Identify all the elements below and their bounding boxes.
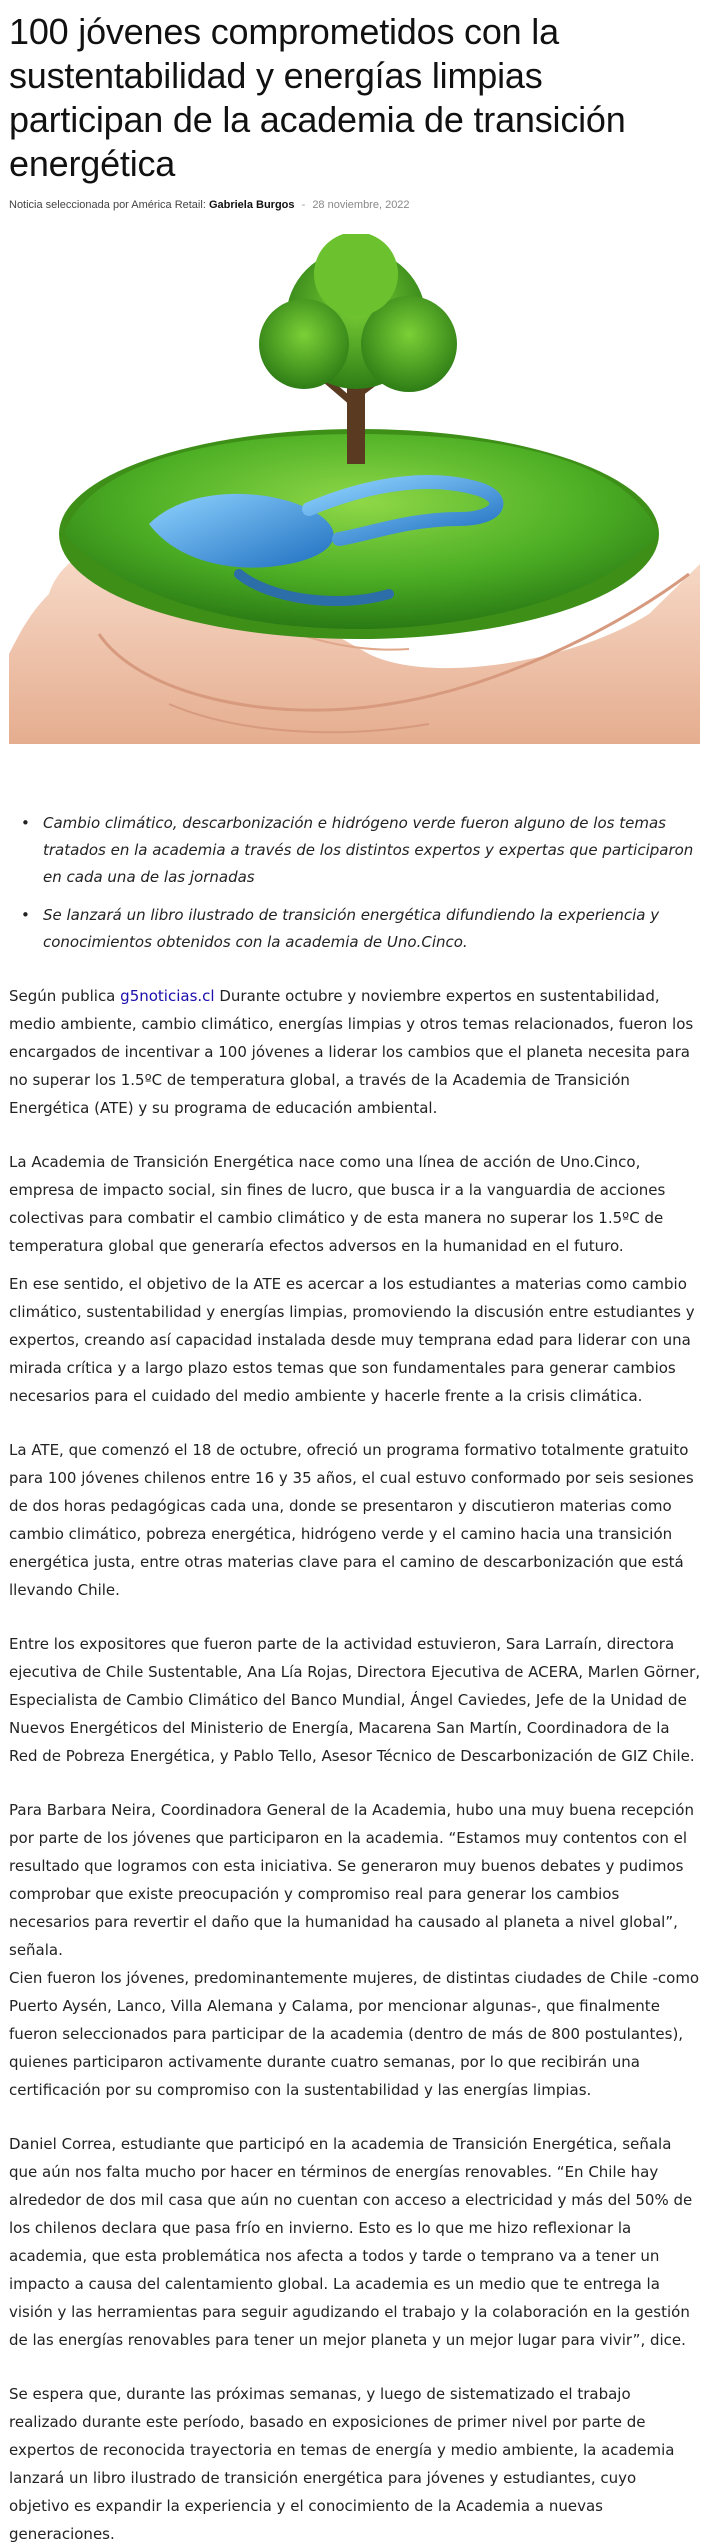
meta-date: 28 noviembre, 2022 bbox=[312, 199, 410, 211]
body-paragraph: La ATE, que comenzó el 18 de octubre, ofreció un programa formativo totalmente gratuito para 100 jóvenes chilenos entre 16 y 35 años, el cual estuvo conformado por seis sesiones de dos horas pedagógicas cada una, donde se presentaron y discutieron materias como cambio climático, pobreza energética, hidrógeno verde y el camino hacia una transición energética justa, entre otras materias clave para el camino de descarbonización que está llevando Chile. bbox=[9, 1441, 694, 1599]
list-item bbox=[21, 810, 701, 891]
highlight-text: Se lanzará un libro ilustrado de transición energética difundiendo la experiencia y conocimientos obtenidos con la academia de Uno.Cinco. bbox=[43, 906, 660, 951]
meta-separator: - bbox=[301, 199, 306, 211]
meta-prefix: Noticia seleccionada por América Retail: bbox=[9, 199, 206, 211]
source-rest: Durante octubre y noviembre expertos en sustentabilidad, medio ambiente, cambio climático, energías limpias y otros temas relacionados, fueron los encargados de incentivar a 100 jóvenes a liderar los cambios que el planeta necesita para no superar los 1.5ºC de temperatura global, a través de la Academia de Transición Energética (ATE) y su programa de educación ambiental. bbox=[9, 987, 694, 1117]
body-paragraph: Daniel Correa, estudiante que participó en la academia de Transición Energética, señala que aún nos falta mucho por hacer en términos de energías renovables. “En Chile hay alrededor de dos mil casa que aún no cuentan con acceso a electricidad y más del 50% de los chilenos declara que pasa frío en invierno. Esto es lo que me hizo reflexionar la academia, que esta problemática nos afecta a todos y tarde o temprano va a tener un impacto a causa del calentamiento global. La academia es un medio que te entrega la visión y las herramientas para seguir agudizando el trabajo y la colaboración en la gestión de las energías renovables para tener un mejor planeta y un mejor lugar para vivir”, dice. bbox=[9, 2135, 693, 2349]
bullet-icon: • bbox=[21, 814, 30, 832]
article-body bbox=[9, 982, 701, 2548]
list-item bbox=[21, 902, 701, 956]
source-lead: Según publica bbox=[9, 987, 116, 1005]
article-meta bbox=[9, 196, 701, 214]
highlight-text: Cambio climático, descarbonización e hidrógeno verde fueron alguno de los temas tratados en la academia a través de los distintos expertos y expertas que participaron en cada una de las jornadas bbox=[43, 814, 694, 886]
body-paragraph: Entre los expositores que fueron parte de la actividad estuvieron, Sara Larraín, directora ejecutiva de Chile Sustentable, Ana Lía Rojas, Directora Ejecutiva de ACERA, Marlen Görner, Especialista de Cambio Climático del Banco Mundial, Ángel Caviedes, Jefe de la Unidad de Nuevos Energéticos del Ministerio de Energía, Macarena San Martín, Coordinadora de la Red de Pobreza Energética, y Pablo Tello, Asesor Técnico de Descarbonización de GIZ Chile. bbox=[9, 1635, 701, 1765]
source-link[interactable]: g5noticias.cl bbox=[120, 987, 215, 1005]
hero-image bbox=[9, 234, 700, 744]
bullet-icon: • bbox=[21, 906, 30, 924]
body-paragraph: Para Barbara Neira, Coordinadora General de la Academia, hubo una muy buena recepción por parte de los jóvenes que participaron en la academia. “Estamos muy contentos con el resultado que logramos con esta iniciativa. Se generaron muy buenos debates y pudimos comprobar que existe preocupación y compromiso real para generar los cambios necesarios para revertir el daño que la humanidad ha causado al planeta a nivel global”, señala. Cien fueron los jóvenes, predominantemente mujeres, de distintas ciudades de Chile -como Puerto Aysén, Lanco, Villa Alemana y Calama, por mencionar algunas-, que finalmente fueron seleccionados para participar de la academia (dentro de más de 800 postulantes), quienes participaron activamente durante cuatro semanas, por lo que recibirán una certificación por su compromiso con la sustentabilidad y las energías limpias. bbox=[9, 1801, 700, 2099]
body-paragraph: En ese sentido, el objetivo de la ATE es acercar a los estudiantes a materias como cambio climático, sustentabilidad y energías limpias, promoviendo la discusión entre estudiantes y expertos, creando así capacidad instalada desde muy temprana edad para liderar con una mirada crítica y a largo plazo estos temas que son fundamentales para generar cambios necesarios para el cuidado del medio ambiente y hacerle frente a la crisis climática. bbox=[9, 1275, 695, 1405]
body-paragraph: La Academia de Transición Energética nace como una línea de acción de Uno.Cinco, empresa de impacto social, sin fines de lucro, que busca ir a la vanguardia de acciones colectivas para combatir el cambio climático y de esta manera no superar los 1.5ºC de temperatura global que generaría efectos adversos en la humanidad en el futuro. bbox=[9, 1153, 666, 1255]
meta-author[interactable]: Gabriela Burgos bbox=[208, 199, 295, 211]
article-title: 100 jóvenes comprometidos con la sustentabilidad y energías limpias participan de la academia de transición energética bbox=[9, 11, 626, 184]
body-paragraph-source bbox=[9, 982, 701, 1122]
highlights-list bbox=[9, 810, 701, 956]
body-paragraph: Se espera que, durante las próximas semanas, y luego de sistematizado el trabajo realizado durante este período, basado en exposiciones de primer nivel por parte de expertos de reconocida trayectoria en temas de energía y medio ambiente, la academia lanzará un libro ilustrado de transición energética para jóvenes y estudiantes, cuyo objetivo es expandir la experiencia y el conocimiento de la Academia a nuevas generaciones. bbox=[9, 2385, 675, 2543]
